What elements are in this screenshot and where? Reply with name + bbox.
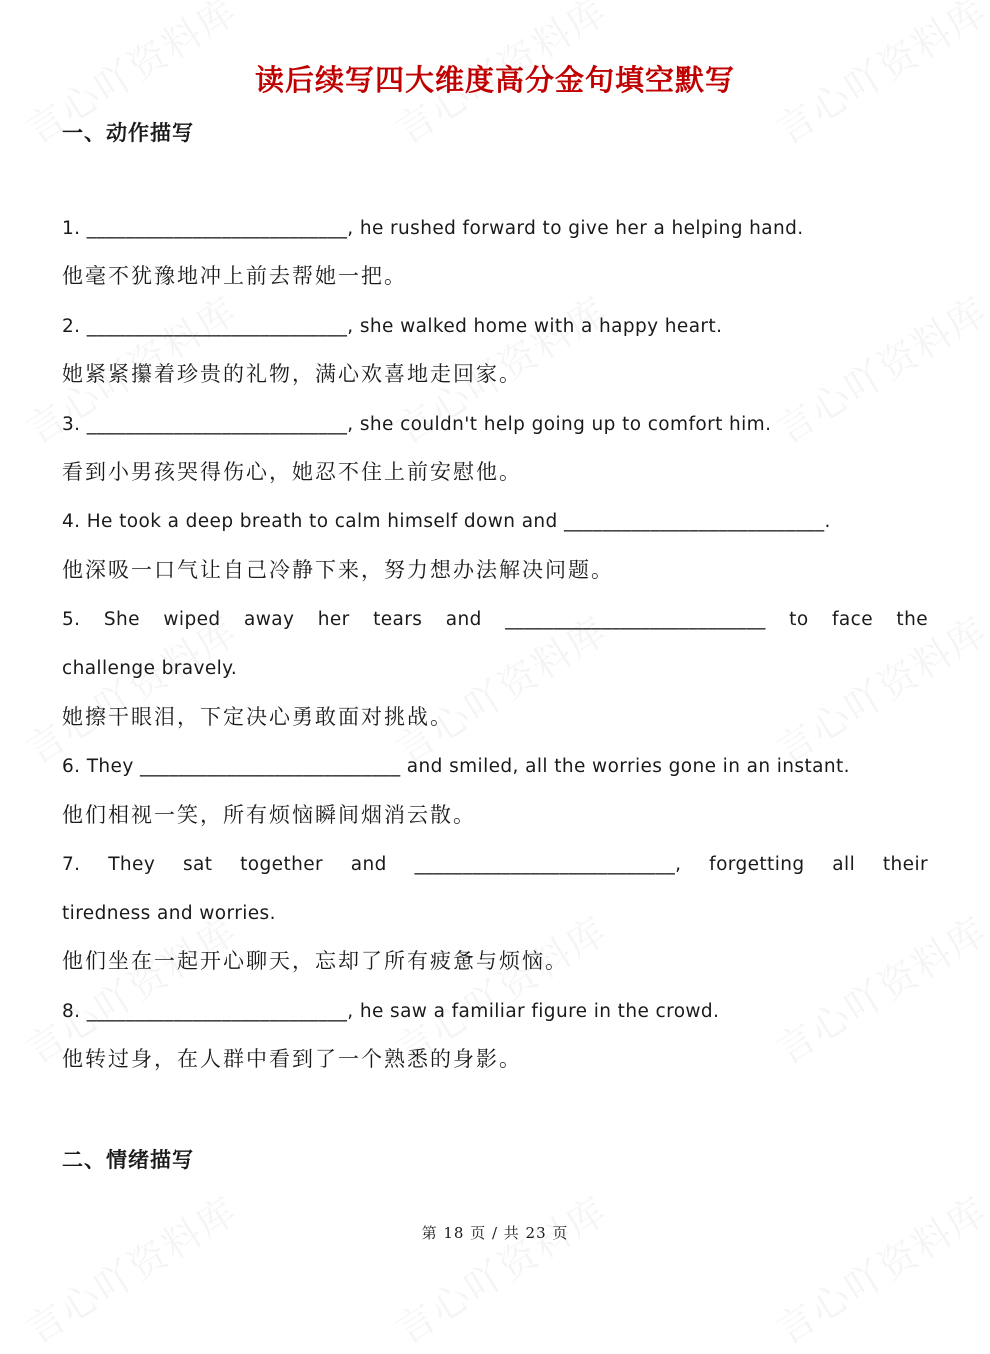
exercise-8-english: 8. ___________________________, he saw a familiar figure in the crowd. — [62, 1001, 720, 1022]
exercise-7-english: 7. They sat together and ___________________________, forgetting all their — [62, 854, 928, 875]
exercise-5-chinese: 她擦干眼泪，下定决心勇敢面对挑战。 — [62, 705, 453, 729]
exercise-4-english: 4. He took a deep breath to calm himself down and ___________________________. — [62, 511, 831, 532]
section-heading-emotions: 二、情绪描写 — [62, 1148, 194, 1172]
watermark — [14, 1181, 247, 1354]
exercise-6-chinese: 他们相视一笑，所有烦恼瞬间烟消云散。 — [62, 803, 476, 827]
exercise-3-chinese: 看到小男孩哭得伤心，她忍不住上前安慰他。 — [62, 460, 522, 484]
section-heading-actions: 一、动作描写 — [62, 121, 194, 145]
watermark — [384, 1181, 617, 1354]
exercise-2-chinese: 她紧紧攥着珍贵的礼物，满心欢喜地走回家。 — [62, 362, 522, 386]
exercise-5-english-continued: challenge bravely. — [62, 658, 238, 679]
exercise-5-english: 5. She wiped away her tears and ___________________________ to face the — [62, 609, 928, 630]
exercise-6-english: 6. They ___________________________ and smiled, all the worries gone in an instant. — [62, 756, 850, 777]
exercise-7-chinese: 他们坐在一起开心聊天，忘却了所有疲惫与烦恼。 — [62, 949, 568, 973]
exercise-8-chinese: 他转过身，在人群中看到了一个熟悉的身影。 — [62, 1047, 522, 1071]
page-title: 读后续写四大维度高分金句填空默写 — [254, 63, 735, 97]
watermark — [764, 1181, 990, 1354]
page-number-footer: 第 18 页 / 共 23 页 — [421, 1224, 569, 1242]
exercise-3-english: 3. ___________________________, she couldn't help going up to comfort him. — [62, 414, 772, 435]
exercise-4-chinese: 他深吸一口气让自己冷静下来，努力想办法解决问题。 — [62, 558, 614, 582]
exercise-7-english-continued: tiredness and worries. — [62, 903, 276, 924]
exercise-2-english: 2. ___________________________, she walked home with a happy heart. — [62, 316, 723, 337]
exercise-1-chinese: 他毫不犹豫地冲上前去帮她一把。 — [62, 264, 407, 288]
exercise-1-english: 1. ___________________________, he rushed forward to give her a helping hand. — [62, 218, 804, 239]
watermark — [764, 901, 990, 1075]
